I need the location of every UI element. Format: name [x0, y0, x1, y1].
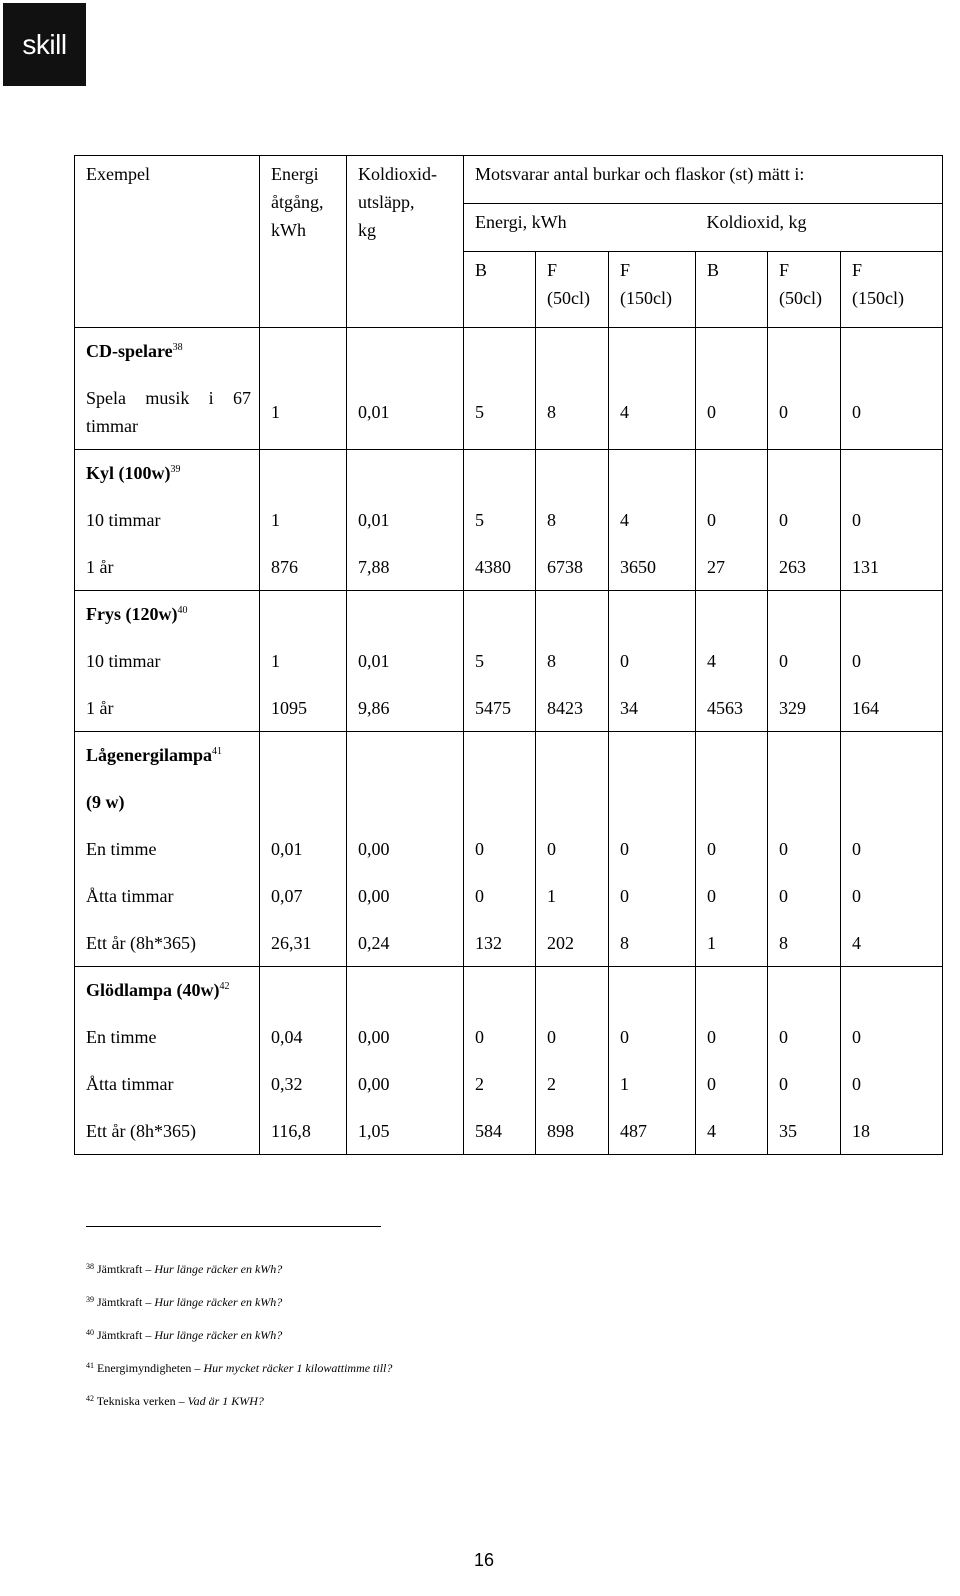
table-row — [75, 497, 943, 544]
count-cell: 3650 — [609, 544, 696, 591]
footnote-number: 39 — [86, 1295, 94, 1304]
group-label — [75, 732, 260, 779]
co2-cell: 1,05 — [347, 1108, 464, 1155]
skill-logo — [3, 3, 86, 86]
empty-cell — [841, 967, 943, 1014]
count-cell: 0 — [768, 1014, 841, 1061]
sub-label: F — [852, 260, 863, 280]
count-cell: 4 — [609, 375, 696, 450]
footnote-source: Tekniska verken – — [96, 1394, 188, 1408]
energy-cell: 116,8 — [260, 1108, 347, 1155]
footnote-title: Hur länge räcker en kWh? — [154, 1262, 283, 1276]
count-cell: 8 — [536, 497, 609, 544]
header-koldioxid: Koldioxid- utsläpp, kg — [347, 156, 464, 328]
count-cell: 132 — [464, 920, 536, 967]
sub-unit: (150cl) — [852, 288, 904, 308]
co2-cell: 0,00 — [347, 1061, 464, 1108]
count-cell: 0 — [696, 826, 768, 873]
empty-cell — [260, 450, 347, 497]
count-cell: 27 — [696, 544, 768, 591]
count-cell: 0 — [696, 375, 768, 450]
header-sub-5 — [841, 252, 943, 328]
footnote-source: Energimyndigheten – — [97, 1361, 204, 1375]
count-cell: 8423 — [536, 685, 609, 732]
header-sub-3 — [696, 252, 768, 328]
footnote-source: Jämtkraft – — [97, 1262, 155, 1276]
empty-cell — [841, 732, 943, 779]
count-cell: 487 — [609, 1108, 696, 1155]
empty-cell — [464, 967, 536, 1014]
count-cell: 8 — [768, 920, 841, 967]
empty-cell — [768, 450, 841, 497]
co2-cell: 0,24 — [347, 920, 464, 967]
empty-cell — [841, 591, 943, 638]
row-label: Ett år (8h*365) — [75, 920, 260, 967]
empty-cell — [347, 328, 464, 375]
row-label: En timme — [75, 826, 260, 873]
table-row — [75, 685, 943, 732]
count-cell: 1 — [609, 1061, 696, 1108]
count-cell: 0 — [768, 873, 841, 920]
empty-cell — [464, 328, 536, 375]
count-cell: 131 — [841, 544, 943, 591]
footnote-number: 42 — [86, 1394, 94, 1403]
row-label-word: i — [208, 387, 214, 408]
count-cell: 0 — [464, 826, 536, 873]
count-cell: 0 — [536, 1014, 609, 1061]
count-cell: 6738 — [536, 544, 609, 591]
count-cell: 202 — [536, 920, 609, 967]
energy-cell: 1 — [260, 375, 347, 450]
header-sub-1 — [536, 252, 609, 328]
footnote-41 — [86, 1361, 392, 1375]
empty-cell — [464, 732, 536, 779]
count-cell: 164 — [841, 685, 943, 732]
count-cell: 0 — [609, 638, 696, 685]
group-name: Kyl (100w) — [86, 463, 171, 484]
count-cell: 4 — [696, 638, 768, 685]
footnote-ref: 39 — [170, 464, 181, 476]
footnote-ref: 40 — [177, 605, 188, 617]
empty-cell — [841, 328, 943, 375]
energy-cell: 1 — [260, 497, 347, 544]
empty-cell — [696, 591, 768, 638]
energy-cell: 0,07 — [260, 873, 347, 920]
count-cell: 0 — [696, 873, 768, 920]
sub-unit: (50cl) — [779, 288, 822, 308]
table-row — [75, 1061, 943, 1108]
row-label: 1 år — [75, 544, 260, 591]
sub-unit: (150cl) — [620, 288, 672, 308]
energy-comparison-table — [74, 155, 943, 1155]
count-cell: 0 — [768, 826, 841, 873]
empty-cell — [696, 967, 768, 1014]
count-cell: 5 — [464, 638, 536, 685]
count-cell: 329 — [768, 685, 841, 732]
empty-cell — [768, 591, 841, 638]
group-name: Glödlampa (40w) — [86, 980, 220, 1001]
group-header-row — [75, 779, 943, 826]
row-label: 10 timmar — [75, 638, 260, 685]
footnote-38 — [86, 1262, 282, 1276]
table-row — [75, 638, 943, 685]
empty-cell — [347, 967, 464, 1014]
empty-cell — [768, 328, 841, 375]
empty-cell — [536, 450, 609, 497]
row-label: En timme — [75, 1014, 260, 1061]
count-cell: 263 — [768, 544, 841, 591]
empty-cell — [609, 450, 696, 497]
energy-cell: 0,04 — [260, 1014, 347, 1061]
header-sub-0 — [464, 252, 536, 328]
group-name: Frys (120w) — [86, 604, 178, 625]
table-row — [75, 544, 943, 591]
table-row — [75, 920, 943, 967]
row-label — [75, 375, 260, 450]
empty-cell — [347, 450, 464, 497]
empty-cell — [768, 732, 841, 779]
page-number: 16 — [473, 1550, 495, 1570]
count-cell: 35 — [768, 1108, 841, 1155]
footnote-title: Hur länge räcker en kWh? — [154, 1295, 283, 1309]
group-label — [75, 328, 260, 375]
co2-cell: 9,86 — [347, 685, 464, 732]
empty-cell — [260, 779, 347, 826]
footnote-title: Hur länge räcker en kWh? — [154, 1328, 283, 1342]
row-label: Ett år (8h*365) — [75, 1108, 260, 1155]
co2-cell: 7,88 — [347, 544, 464, 591]
footnote-number: 40 — [86, 1328, 94, 1337]
count-cell: 8 — [536, 375, 609, 450]
row-label-line2: timmar — [86, 415, 138, 436]
count-cell: 0 — [768, 375, 841, 450]
table-row — [75, 1108, 943, 1155]
sub-label: F — [547, 260, 558, 280]
empty-cell — [260, 967, 347, 1014]
empty-cell — [609, 779, 696, 826]
footnote-number: 41 — [86, 1361, 94, 1370]
table-row — [75, 826, 943, 873]
table-row — [75, 1014, 943, 1061]
group-header-row — [75, 591, 943, 638]
count-cell: 0 — [464, 1014, 536, 1061]
count-cell: 34 — [609, 685, 696, 732]
count-cell: 8 — [609, 920, 696, 967]
group-label — [75, 591, 260, 638]
row-label-word: Spela — [86, 387, 126, 408]
count-cell: 0 — [464, 873, 536, 920]
row-label: 10 timmar — [75, 497, 260, 544]
empty-cell — [696, 328, 768, 375]
empty-cell — [464, 591, 536, 638]
group-header-row — [75, 328, 943, 375]
row-label: Åtta timmar — [75, 873, 260, 920]
group-label — [75, 967, 260, 1014]
count-cell: 5475 — [464, 685, 536, 732]
logo-text: skill — [22, 28, 67, 60]
header-sub-4 — [768, 252, 841, 328]
co2-cell: 0,00 — [347, 1014, 464, 1061]
count-cell: 0 — [609, 873, 696, 920]
row-label-line1 — [86, 384, 251, 412]
co2-cell: 0,01 — [347, 375, 464, 450]
footnote-39 — [86, 1295, 282, 1309]
count-cell: 2 — [464, 1061, 536, 1108]
count-cell: 4563 — [696, 685, 768, 732]
row-label: Åtta timmar — [75, 1061, 260, 1108]
empty-cell — [609, 591, 696, 638]
energy-cell: 1 — [260, 638, 347, 685]
co2-cell: 0,00 — [347, 826, 464, 873]
count-cell: 0 — [841, 826, 943, 873]
energy-cell: 0,01 — [260, 826, 347, 873]
table-row — [75, 375, 943, 450]
group-name: Lågenergilampa — [86, 745, 212, 766]
empty-cell — [841, 779, 943, 826]
empty-cell — [696, 732, 768, 779]
empty-cell — [536, 591, 609, 638]
count-cell: 4 — [841, 920, 943, 967]
footnote-number: 38 — [86, 1262, 94, 1271]
count-cell: 0 — [841, 638, 943, 685]
count-cell: 0 — [841, 375, 943, 450]
header-motsvarar: Motsvarar antal burkar och flaskor (st) mätt i: — [464, 156, 943, 204]
footnote-rule — [86, 1226, 381, 1227]
group-header-row — [75, 967, 943, 1014]
footnote-42 — [86, 1394, 264, 1408]
sub-label: B — [707, 260, 720, 280]
empty-cell — [260, 732, 347, 779]
empty-cell — [768, 967, 841, 1014]
footnote-source: Jämtkraft – — [97, 1295, 155, 1309]
count-cell: 0 — [841, 497, 943, 544]
group-label-line2: (9 w) — [75, 779, 260, 826]
count-cell: 898 — [536, 1108, 609, 1155]
co2-cell: 0,01 — [347, 638, 464, 685]
count-cell: 0 — [696, 1061, 768, 1108]
row-label-word: 67 — [232, 387, 251, 408]
count-cell: 1 — [536, 873, 609, 920]
empty-cell — [609, 967, 696, 1014]
empty-cell — [260, 328, 347, 375]
empty-cell — [609, 732, 696, 779]
header-energi: Energi åtgång, kWh — [260, 156, 347, 328]
footnote-ref: 42 — [219, 981, 230, 993]
footnote-ref: 41 — [212, 746, 222, 758]
empty-cell — [347, 591, 464, 638]
footnote-ref: 38 — [172, 342, 183, 354]
footnote-source: Jämtkraft – — [97, 1328, 155, 1342]
count-cell: 4380 — [464, 544, 536, 591]
count-cell: 0 — [609, 826, 696, 873]
header-energi-kwh: Energi, kWh — [464, 204, 696, 252]
row-label-word: musik — [145, 387, 190, 408]
co2-cell: 0,01 — [347, 497, 464, 544]
empty-cell — [841, 450, 943, 497]
empty-cell — [536, 967, 609, 1014]
empty-cell — [696, 450, 768, 497]
footnote-40 — [86, 1328, 282, 1342]
group-label — [75, 450, 260, 497]
count-cell: 4 — [696, 1108, 768, 1155]
table-row — [75, 873, 943, 920]
count-cell: 0 — [841, 1014, 943, 1061]
group-header-row — [75, 732, 943, 779]
count-cell: 0 — [768, 497, 841, 544]
count-cell: 5 — [464, 375, 536, 450]
empty-cell — [609, 328, 696, 375]
empty-cell — [536, 779, 609, 826]
energy-cell: 26,31 — [260, 920, 347, 967]
count-cell: 0 — [841, 1061, 943, 1108]
footnote-title: Vad är 1 KWH? — [187, 1394, 264, 1408]
group-header-row — [75, 450, 943, 497]
empty-cell — [536, 328, 609, 375]
sub-unit: (50cl) — [547, 288, 590, 308]
empty-cell — [347, 779, 464, 826]
empty-cell — [768, 779, 841, 826]
count-cell: 0 — [696, 1014, 768, 1061]
count-cell: 0 — [841, 873, 943, 920]
empty-cell — [464, 779, 536, 826]
count-cell: 18 — [841, 1108, 943, 1155]
empty-cell — [260, 591, 347, 638]
energy-cell: 876 — [260, 544, 347, 591]
count-cell: 0 — [536, 826, 609, 873]
empty-cell — [347, 732, 464, 779]
count-cell: 2 — [536, 1061, 609, 1108]
empty-cell — [696, 779, 768, 826]
sub-label: F — [620, 260, 631, 280]
header-koldioxid-kg: Koldioxid, kg — [696, 204, 943, 252]
energy-cell: 0,32 — [260, 1061, 347, 1108]
row-label: 1 år — [75, 685, 260, 732]
energy-cell: 1095 — [260, 685, 347, 732]
empty-cell — [464, 450, 536, 497]
count-cell: 0 — [768, 1061, 841, 1108]
empty-cell — [536, 732, 609, 779]
footnote-title: Hur mycket räcker 1 kilowattimme till? — [203, 1361, 393, 1375]
count-cell: 8 — [536, 638, 609, 685]
sub-label: B — [475, 260, 488, 280]
count-cell: 584 — [464, 1108, 536, 1155]
count-cell: 0 — [696, 497, 768, 544]
group-name: CD-spelare — [86, 341, 173, 362]
sub-label: F — [779, 260, 790, 280]
header-exempel: Exempel — [75, 156, 260, 328]
count-cell: 4 — [609, 497, 696, 544]
count-cell: 5 — [464, 497, 536, 544]
count-cell: 0 — [768, 638, 841, 685]
co2-cell: 0,00 — [347, 873, 464, 920]
count-cell: 1 — [696, 920, 768, 967]
count-cell: 0 — [609, 1014, 696, 1061]
header-sub-2 — [609, 252, 696, 328]
